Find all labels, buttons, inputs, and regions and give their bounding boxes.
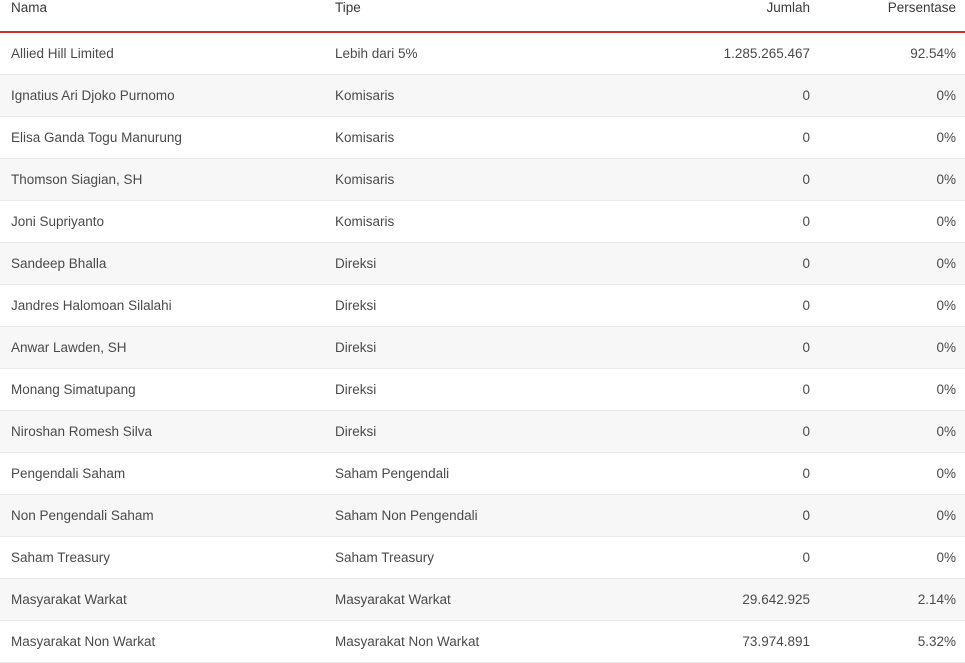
cell-nama: Masyarakat Non Warkat xyxy=(0,621,335,663)
column-header-tipe[interactable]: Tipe xyxy=(335,0,660,32)
table-header xyxy=(0,0,965,32)
cell-jumlah: 0 xyxy=(660,453,820,495)
table-row xyxy=(0,75,965,117)
table-row xyxy=(0,117,965,159)
cell-tipe: Komisaris xyxy=(335,201,660,243)
cell-persentase: 92.54% xyxy=(820,32,965,75)
table-row xyxy=(0,327,965,369)
cell-tipe: Masyarakat Non Warkat xyxy=(335,621,660,663)
cell-persentase: 0% xyxy=(820,327,965,369)
table-row xyxy=(0,579,965,621)
table-row xyxy=(0,537,965,579)
table-header-row xyxy=(0,0,965,32)
cell-persentase: 5.32% xyxy=(820,621,965,663)
cell-tipe: Komisaris xyxy=(335,75,660,117)
table-row xyxy=(0,621,965,663)
cell-jumlah: 73.974.891 xyxy=(660,621,820,663)
cell-jumlah: 0 xyxy=(660,243,820,285)
cell-tipe: Lebih dari 5% xyxy=(335,32,660,75)
cell-nama: Joni Supriyanto xyxy=(0,201,335,243)
cell-jumlah: 0 xyxy=(660,495,820,537)
cell-nama: Monang Simatupang xyxy=(0,369,335,411)
cell-tipe: Direksi xyxy=(335,285,660,327)
cell-jumlah: 0 xyxy=(660,159,820,201)
cell-tipe: Saham Treasury xyxy=(335,537,660,579)
cell-jumlah: 0 xyxy=(660,327,820,369)
cell-jumlah: 0 xyxy=(660,537,820,579)
column-header-persentase[interactable]: Persentase xyxy=(820,0,965,32)
cell-persentase: 0% xyxy=(820,369,965,411)
cell-jumlah: 29.642.925 xyxy=(660,579,820,621)
cell-persentase: 0% xyxy=(820,285,965,327)
cell-persentase: 0% xyxy=(820,75,965,117)
cell-nama: Allied Hill Limited xyxy=(0,32,335,75)
cell-tipe: Saham Pengendali xyxy=(335,453,660,495)
table-row xyxy=(0,32,965,75)
cell-persentase: 0% xyxy=(820,453,965,495)
cell-tipe: Komisaris xyxy=(335,159,660,201)
cell-tipe: Komisaris xyxy=(335,117,660,159)
table-row xyxy=(0,495,965,537)
table-row xyxy=(0,201,965,243)
cell-nama: Saham Treasury xyxy=(0,537,335,579)
table-row xyxy=(0,369,965,411)
cell-nama: Pengendali Saham xyxy=(0,453,335,495)
column-header-jumlah[interactable]: Jumlah xyxy=(660,0,820,32)
cell-persentase: 0% xyxy=(820,159,965,201)
cell-persentase: 0% xyxy=(820,411,965,453)
table-row xyxy=(0,411,965,453)
cell-tipe: Direksi xyxy=(335,411,660,453)
table-row xyxy=(0,285,965,327)
cell-jumlah: 0 xyxy=(660,201,820,243)
cell-nama: Niroshan Romesh Silva xyxy=(0,411,335,453)
cell-jumlah: 0 xyxy=(660,117,820,159)
cell-nama: Thomson Siagian, SH xyxy=(0,159,335,201)
table-row xyxy=(0,243,965,285)
cell-tipe: Masyarakat Warkat xyxy=(335,579,660,621)
table-row xyxy=(0,159,965,201)
table-body xyxy=(0,32,965,663)
cell-tipe: Direksi xyxy=(335,243,660,285)
cell-nama: Sandeep Bhalla xyxy=(0,243,335,285)
cell-jumlah: 1.285.265.467 xyxy=(660,32,820,75)
cell-persentase: 0% xyxy=(820,117,965,159)
cell-tipe: Direksi xyxy=(335,327,660,369)
table-row xyxy=(0,453,965,495)
cell-persentase: 2.14% xyxy=(820,579,965,621)
column-header-nama[interactable]: Nama xyxy=(0,0,335,32)
cell-jumlah: 0 xyxy=(660,75,820,117)
cell-tipe: Direksi xyxy=(335,369,660,411)
cell-nama: Anwar Lawden, SH xyxy=(0,327,335,369)
cell-tipe: Saham Non Pengendali xyxy=(335,495,660,537)
cell-nama: Masyarakat Warkat xyxy=(0,579,335,621)
cell-nama: Jandres Halomoan Silalahi xyxy=(0,285,335,327)
cell-jumlah: 0 xyxy=(660,369,820,411)
cell-nama: Elisa Ganda Togu Manurung xyxy=(0,117,335,159)
cell-persentase: 0% xyxy=(820,537,965,579)
cell-persentase: 0% xyxy=(820,201,965,243)
cell-jumlah: 0 xyxy=(660,285,820,327)
cell-nama: Ignatius Ari Djoko Purnomo xyxy=(0,75,335,117)
cell-persentase: 0% xyxy=(820,495,965,537)
cell-persentase: 0% xyxy=(820,243,965,285)
cell-nama: Non Pengendali Saham xyxy=(0,495,335,537)
cell-jumlah: 0 xyxy=(660,411,820,453)
